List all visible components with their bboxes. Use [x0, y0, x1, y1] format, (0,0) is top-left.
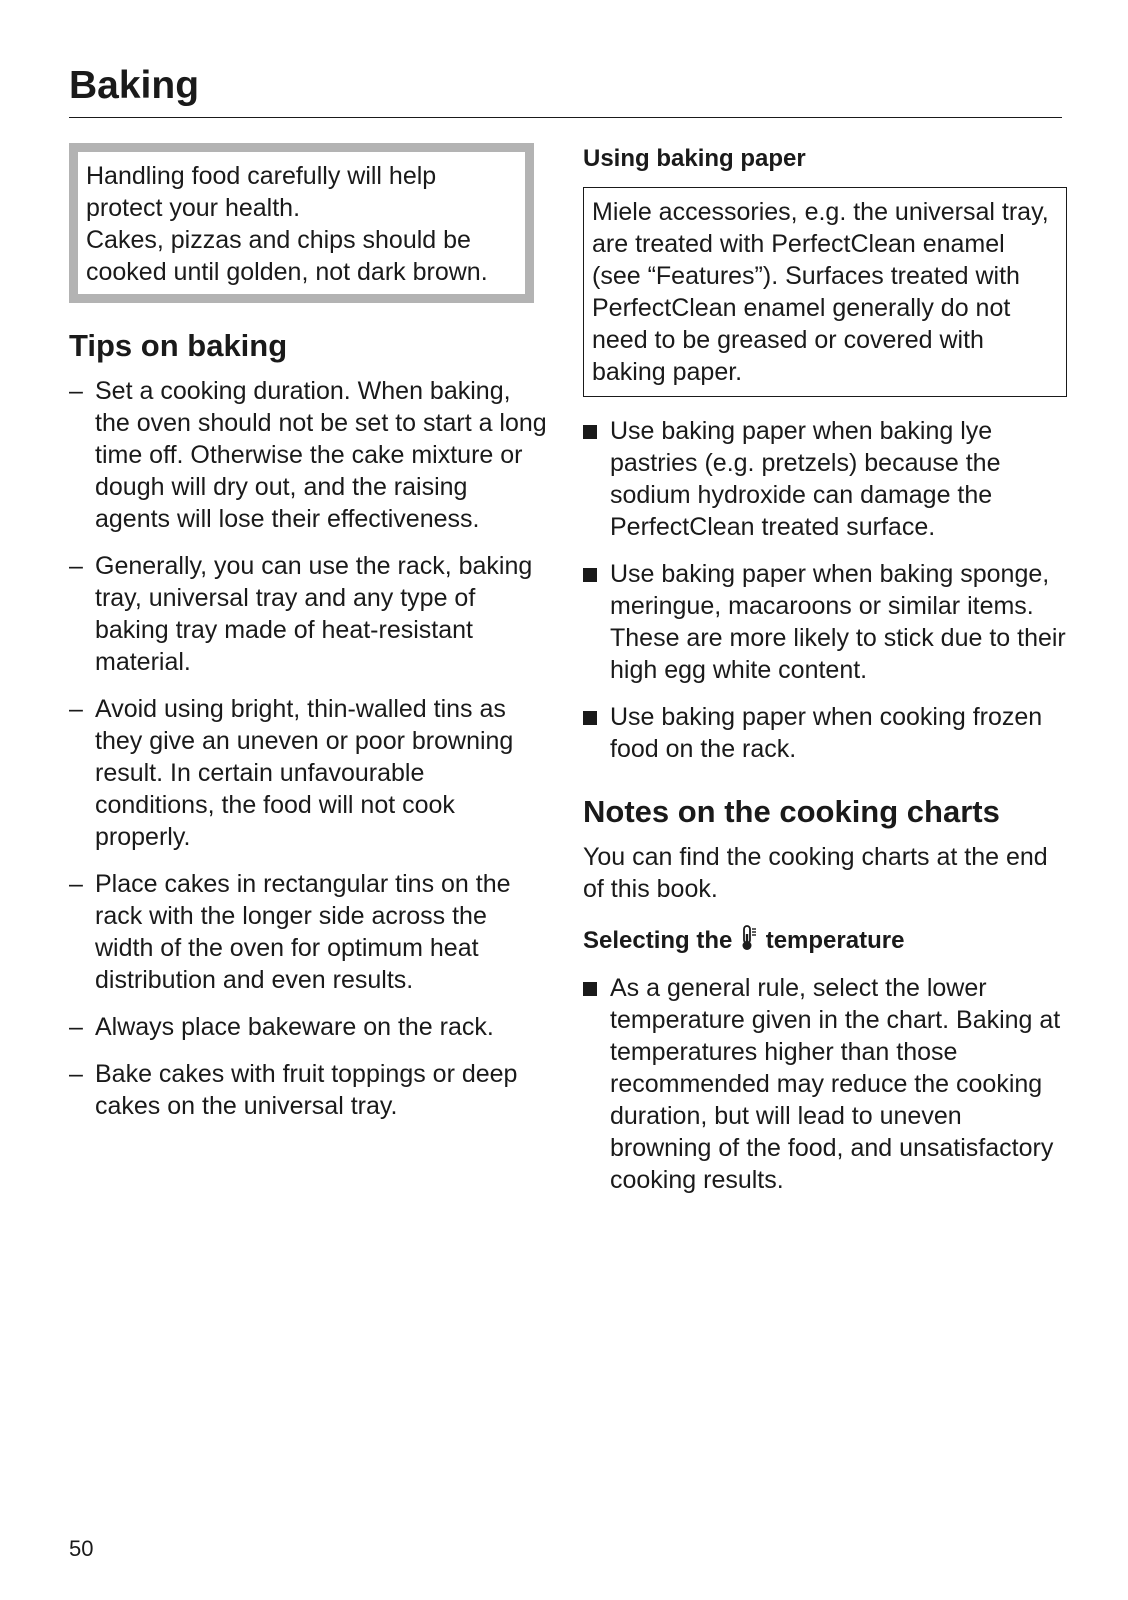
square-bullet-icon [583, 425, 597, 439]
page-title: Baking [69, 64, 200, 107]
info-text: Miele accessories, e.g. the universal tray, are treated with PerfectClean enamel (see “Features”). Surfaces treated with PerfectClean enamel generally do not need to be greased or covered with baking paper. [592, 198, 1049, 386]
charts-text: You can find the cooking charts at the end of this book. [583, 843, 1048, 903]
dash-marker: – [69, 870, 83, 898]
list-item: Use baking paper when cooking frozen food on the rack. [583, 701, 1069, 765]
warning-line-2: Cakes, pizzas and chips should be cooked until golden, not dark brown. [86, 226, 488, 286]
dash-marker: – [69, 1013, 83, 1041]
dash-marker: – [69, 1060, 83, 1088]
thermometer-icon [741, 925, 757, 960]
temperature-list [583, 972, 1069, 1196]
info-box [583, 187, 1067, 397]
dash-marker: – [69, 552, 83, 580]
left-column [69, 143, 549, 1137]
square-bullet-icon [583, 982, 597, 996]
list-item: Use baking paper when baking lye pastries (e.g. pretzels) because the sodium hydroxide can damage the PerfectClean treated surface. [583, 415, 1069, 543]
dash-marker: – [69, 377, 83, 405]
list-item: Use baking paper when baking sponge, meringue, macaroons or similar items. These are more likely to stick due to their high egg white content. [583, 558, 1069, 686]
square-bullet-icon [583, 711, 597, 725]
page-number: 50 [69, 1536, 94, 1561]
baking-paper-heading: Using baking paper [583, 145, 806, 172]
tips-list [69, 375, 549, 1122]
list-item: – Place cakes in rectangular tins on the rack with the longer side across the width of the oven for optimum heat distribution and even results. [69, 870, 511, 994]
list-item: – Avoid using bright, thin-walled tins as they give an uneven or poor browning result. In certain unfavourable conditions, the food will not cook properly. [69, 695, 514, 851]
dash-marker: – [69, 695, 83, 723]
list-item: – Bake cakes with fruit toppings or deep cakes on the universal tray. [69, 1060, 518, 1120]
list-item: – Generally, you can use the rack, baking tray, universal tray and any type of baking tray made of heat-resistant material. [69, 552, 533, 676]
temperature-heading: Selecting the temperature [583, 925, 1069, 960]
right-column [583, 143, 1069, 1211]
tips-heading: Tips on baking [69, 328, 288, 363]
baking-paper-list [583, 415, 1069, 765]
title-divider [69, 117, 1062, 118]
charts-heading: Notes on the cooking charts [583, 794, 1000, 829]
list-item: As a general rule, select the lower temperature given in the chart. Baking at temperatures higher than those recommended may reduce the cooking duration, but will lead to uneven browning of the food, and unsatisfactory cooking results. [583, 972, 1069, 1196]
list-item: – Set a cooking duration. When baking, the oven should not be set to start a long time off. Otherwise the cake mixture or dough will dry out, and the raising agents will lose their effectiveness. [69, 377, 547, 533]
warning-box [69, 143, 534, 303]
square-bullet-icon [583, 568, 597, 582]
warning-line-1: Handling food carefully will help protect your health. [86, 162, 437, 222]
list-item: – Always place bakeware on the rack. [69, 1013, 494, 1041]
